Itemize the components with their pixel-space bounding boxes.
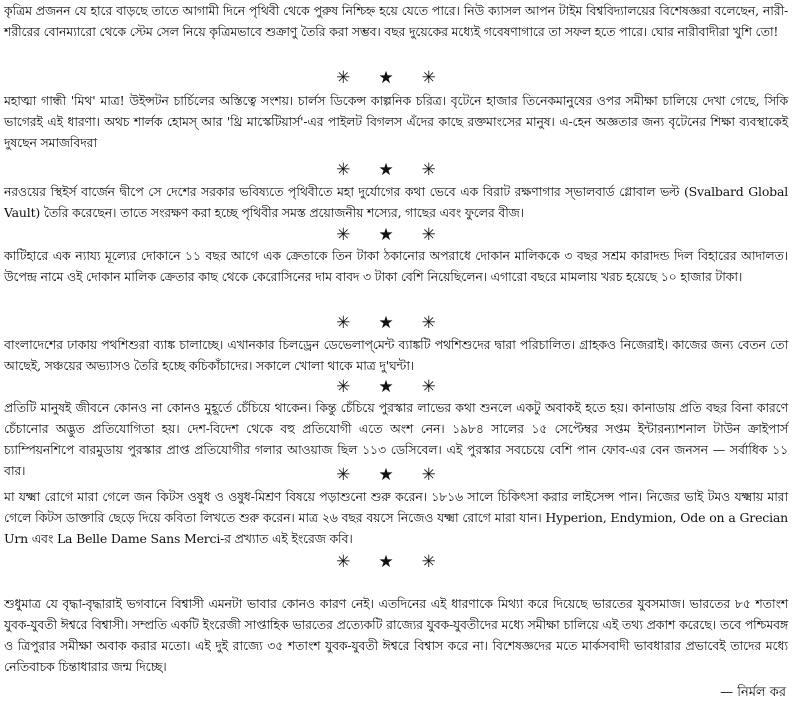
asterisk-icon: ✳ xyxy=(421,68,456,88)
asterisk-icon: ✳ xyxy=(421,313,456,333)
asterisk-icon: ✳ xyxy=(421,377,456,397)
paragraph-youth-faith-survey: শুধুমাত্র যে বৃদ্ধা-বৃদ্ধারাই ভগবানে বিশ্বাসী এমনটা ভাবার কোনও কারণ নেই। এতদিনের এই ধারণাকে মিথ্যা করে দিয়েছে ভারতের যুবসমাজ। ভারতের ৮৫ শতাংশ যুবক-যুবতী ঈশ্বরে বিশ্বাসী। সম্প্রতি একটি ইংরেজী সাপ্তাহিক ভারতের প্রত্যেকটি রাজ্যের যুবক-যুবতীদের মধ্যে সমীক্ষা চালিয়ে এই তথ্য প্রকাশ করেছে। তবে পশ্চিমবঙ্গ ও ত্রিপুরার সমীক্ষা অবাক করার মতো। এই দুই রাজ্যে ৩৫ শতাংশ যুবক-যুবতী ঈশ্বরে বিশ্বাস করে না। বিশেষজ্ঞদের মতে মার্কসবাদী ভাবধারার প্রভাবেই তাদের মধ্যে নেতিবাচক চিন্তাধারার জন্ম দিচ্ছে। xyxy=(4,596,788,674)
star-icon: ★ xyxy=(378,465,414,485)
paragraph-artificial-reproduction: কৃত্রিম প্রজনন যে হারে বাড়ছে তাতে আগামী দিনে পৃথিবী থেকে পুরুষ নিশ্চিহ্ন হয়ে যেতে পারে। নিউ ক্যাসল আপন টাইম বিশ্ববিদ্যালয়ের বিশেষজ্ঞরা বলেছেন, নারী-শরীরের বোনম্যারো থেকে স্টেম সেল নিয়ে কৃত্রিমভাবে শুক্রাণু তৈরি করা সম্ভব। বছর দুয়েকের মধ্যেই গবেষণাগারে তা সফল হতে পারে। ঘোর নারীবাদীরা খুশি তো! xyxy=(4,3,788,39)
paragraph-shouting-contest: প্রতিটি মানুষই জীবনে কোনও না কোনও মুহূর্তে চেঁচিয়ে থাকেন। কিন্তু চেঁচিয়ে পুরস্কার লাভের কথা শুনলে একটু অবাকই হতে হয়। কানাডায় প্রতি বছর বিনা কারণে চেঁচানোর অদ্ভুত প্রতিযোগিতা হয়। দেশ-বিদেশ থেকে বহু প্রতিযোগী এতে অংশ নেন। ১৯৮৪ সালের ১৫ সেপ্টেম্বর সপ্তম ইন্টারন্যাশনাল টাউন ক্রাইপার্স চ্যাম্পিয়নশিপে বারমুডায় পুরস্কার প্রাপ্ত প্রতিযোগীর গলার আওয়াজ ছিল ১১৩ ডেসিবেল। এই পুরস্কার সবচেয়ে বেশি পান ফোব-এর বেন জনসন — সর্বাধিক ১১ বার। xyxy=(4,400,788,478)
separator-stars xyxy=(0,161,792,179)
asterisk-icon: ✳ xyxy=(421,225,456,245)
paragraph-dhaka-street-bank: বাংলাদেশের ঢাকায় পথশিশুরা ব্যাঙ্ক চালাচ্ছে। এখানকার চিলড্রেন ডেভেলাপ্‌মেন্ট ব্যাঙ্কটি পথশিশুদের দ্বারা পরিচালিত। গ্রাহকও নিজেরাই। কাজের জন্য বেতন তো আছেই, সঞ্চয়ের অভ্যাসও তৈরি হচ্ছে কচিকাঁচাদের। সকালে খোলা থাকে মাত্র দু'ঘন্টা। xyxy=(4,337,788,373)
asterisk-icon: ✳ xyxy=(336,68,371,88)
asterisk-icon: ✳ xyxy=(336,313,371,333)
star-icon: ★ xyxy=(378,552,414,572)
asterisk-icon: ✳ xyxy=(336,160,371,180)
asterisk-icon: ✳ xyxy=(421,465,456,485)
separator-stars xyxy=(0,466,792,484)
author-signature: — নির্মল কর xyxy=(720,685,786,700)
asterisk-icon: ✳ xyxy=(336,377,371,397)
paragraph-svalbard-vault: নরওয়ের স্থিইর্স বার্জেন দ্বীপে সে দেশের সরকার ভবিষ্যতে পৃথিবীতে মহা দুর্যোগের কথা ভেবে এক বিরাট রক্ষণাগার স্ভালবার্ড গ্লোবাল ভল্ট (Svalbard Global Vault) তৈরি করেছেন। তাতে সংরক্ষণ করা হচ্ছে পৃথিবীর সমস্ত প্রয়োজনীয় শস্যের, গাছের এবং ফুলের বীজ। xyxy=(4,184,788,220)
star-icon: ★ xyxy=(378,313,414,333)
asterisk-icon: ✳ xyxy=(336,225,371,245)
separator-stars xyxy=(0,314,792,332)
paragraph-john-keats: মা যক্ষ্মা রোগে মারা গেলে জন কিটস ওষুধ ও ওষুধ-মিশ্রণ বিষয়ে পড়াশুনো শুরু করেন। ১৮১৬ সালে চিকিৎসা করার লাইসেন্স পান। নিজের ভাই টমও যক্ষ্মায় মারা গেলে কিটস ডাক্তারি ছেড়ে দিয়ে কবিতা লিখতে শুরু করেন। মাত্র ২৬ বছর বয়সে নিজেও যক্ষ্মা রোগে মারা যান। Hyperion, Endymion, Ode on a Grecian Urn এবং La Belle Dame Sans Merci-র প্রখ্যাত এই ইংরেজ কবি। xyxy=(4,489,788,546)
separator-stars xyxy=(0,226,792,244)
paragraph-katihar-court: কাটিহারে এক ন্যায্য মূল্যের দোকানে ১১ বছর আগে এক ক্রেতাকে তিন টাকা ঠকানোর অপরাধে দোকান মালিককে ৩ বছর সশ্রম কারাদন্ড দিল বিহারের আদালত। উপেন্দ্র নামে ওই দোকান মালিক ক্রেতার কাছ থেকে কেরোসিনের দাম বাবদ ৩ টাকা বেশি নিয়েছিলেন। এগারো বছরে মামলায় খরচ হয়েছে ১০ হাজার টাকা। xyxy=(4,248,788,284)
separator-stars xyxy=(0,553,792,571)
star-icon: ★ xyxy=(378,225,414,245)
asterisk-icon: ✳ xyxy=(336,552,371,572)
asterisk-icon: ✳ xyxy=(421,552,456,572)
separator-stars xyxy=(0,69,792,87)
paragraph-gandhi-myth: মহাত্মা গান্ধী 'মিথ' মাত্র! উইন্সটন চার্চিলের অস্তিত্বে সংশয়। চার্লস ডিকেন্স কাল্পনিক চরিত্র। বৃটেনে হাজার তিনেকমানুষের ওপর সমীক্ষা চালিয়ে দেখা গেছে, সিকি ভাগেরই এই ধারণা। অথচ শার্লক হোমস্ আর 'থ্রি মাস্কেটিয়ার্স'-এর পাইলট বিগলস এঁদের কাছে রক্তমাংসের মানুষ। এ-হেন অজ্ঞতার জন্য বৃটেনের শিক্ষা ব্যবস্থাকেই দুষছেন সমাজবিদরা xyxy=(4,93,788,150)
separator-stars xyxy=(0,378,792,396)
star-icon: ★ xyxy=(378,68,414,88)
star-icon: ★ xyxy=(378,377,414,397)
asterisk-icon: ✳ xyxy=(421,160,456,180)
asterisk-icon: ✳ xyxy=(336,465,371,485)
star-icon: ★ xyxy=(378,160,414,180)
